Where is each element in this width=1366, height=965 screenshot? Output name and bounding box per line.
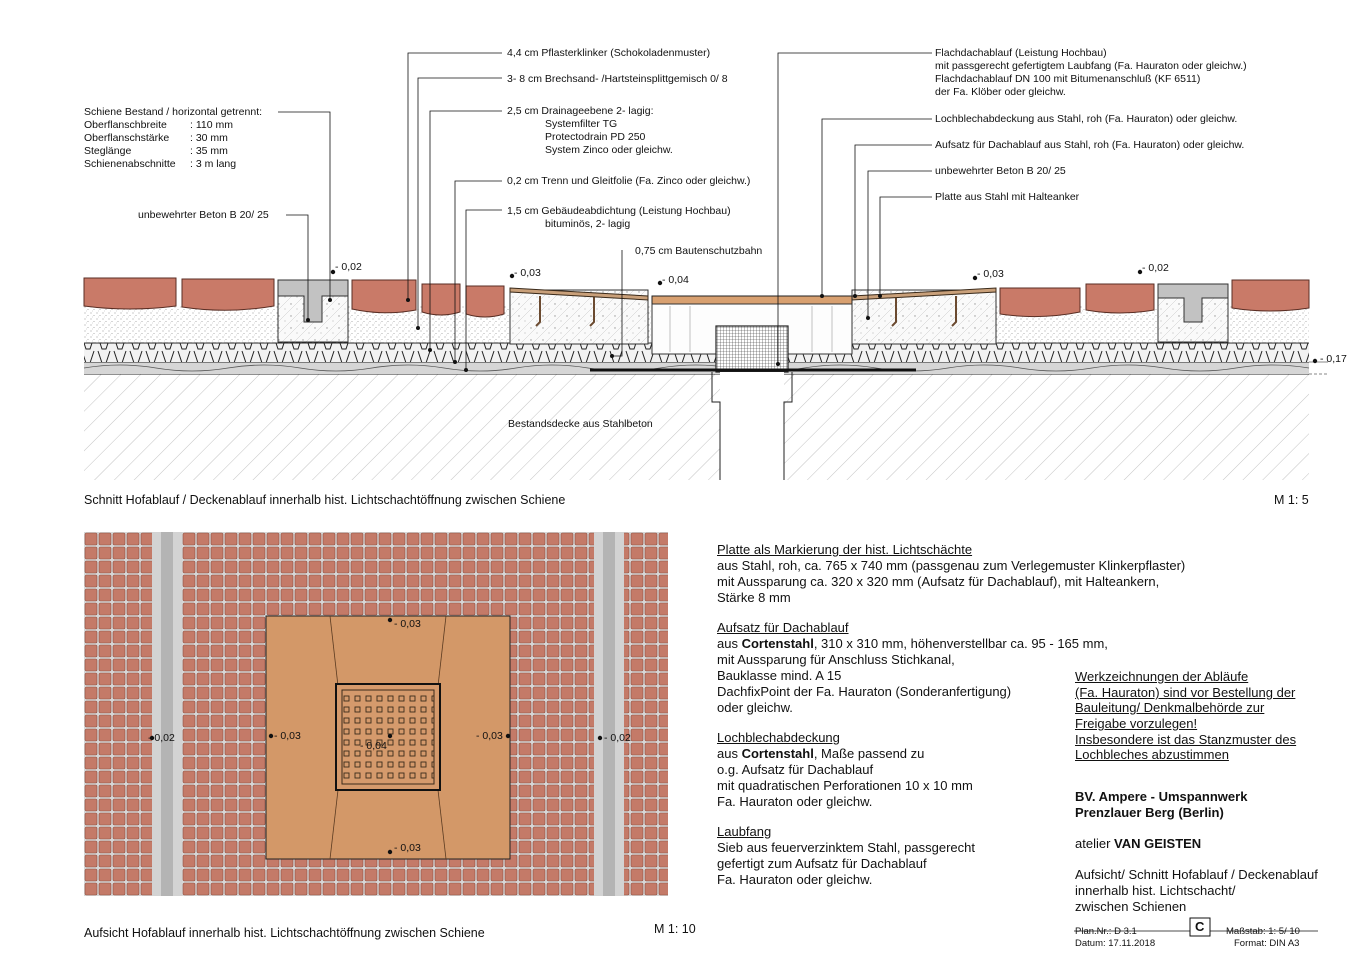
rail-info-title: Schiene Bestand / horizontal getrennt: <box>84 106 263 118</box>
level-label: - 0,03 <box>514 267 541 279</box>
concrete-slab <box>84 374 1309 480</box>
label-sand: 3- 8 cm Brechsand- /Hartsteinsplittgemisch 0/ 8 <box>507 73 728 85</box>
plan-level-label: - 0,04 <box>360 740 387 752</box>
slab-label: Bestandsdecke aus Stahlbeton <box>508 418 653 430</box>
note-line: Fa. Hauraton oder gleichw. <box>717 872 873 887</box>
warning-line: Werkzeichnungen der Abläufe <box>1075 669 1249 684</box>
label-drain-1: 2,5 cm Drainageebene 2- lagig: <box>507 105 654 117</box>
rail-left <box>278 280 348 342</box>
rail-info-key: Schienenabschnitte <box>84 158 176 170</box>
level-label: - 0,04 <box>662 274 689 286</box>
rail-right <box>1158 284 1228 342</box>
label-flat-drain-3: Flachdachablauf DN 100 mit Bitumenanschluß (KF 6511) <box>935 73 1201 85</box>
rail-info-value: : 30 mm <box>190 132 228 144</box>
warning-line: Insbesondere ist das Stanzmuster des <box>1075 732 1297 747</box>
note-line: o.g. Aufsatz für Dachablauf <box>717 762 874 777</box>
note-line <box>717 746 924 762</box>
plan-scale-info: Maßstab: 1: 5/ 10 <box>1226 926 1300 937</box>
note-cover-title: Lochblechabdeckung <box>717 730 840 745</box>
note-line: DachfixPoint der Fa. Hauraton (Sonderanfertigung) <box>717 684 1012 699</box>
note-line: Bauklasse mind. A 15 <box>717 668 842 683</box>
plan-level-label: - 0,02 <box>148 732 175 744</box>
project-name: BV. Ampere - Umspannwerk <box>1075 789 1248 804</box>
note-text: aus <box>717 636 742 651</box>
note-line: oder gleichw. <box>717 700 793 715</box>
drain-pipe-void <box>720 372 784 480</box>
plan-level-label: - 0,03 <box>394 842 421 854</box>
note-top-title: Aufsatz für Dachablauf <box>717 620 849 635</box>
plan-level-label: - 0,03 <box>394 618 421 630</box>
perforated-cover-plan <box>342 690 434 784</box>
label-concrete-right: unbewehrter Beton B 20/ 25 <box>935 165 1066 177</box>
plan-format: Format: DIN A3 <box>1234 938 1300 949</box>
sealing-layer <box>84 362 1309 374</box>
rail-plan-left-flange <box>161 532 173 896</box>
rail-plan-right-flange <box>603 532 615 896</box>
note-line: mit quadratischen Perforationen 10 x 10 mm <box>717 778 973 793</box>
label-plate: Platte aus Stahl mit Halteanker <box>935 191 1080 203</box>
note-text: aus <box>717 746 742 761</box>
plan-level-label: - 0,02 <box>604 732 631 744</box>
project-location: Prenzlauer Berg (Berlin) <box>1075 805 1224 820</box>
note-line: mit Aussparung ca. 320 x 320 mm (Aufsatz für Dachablauf), mit Halteankern, <box>717 574 1160 589</box>
plan-number: Plan.Nr.: D 3.1 <box>1075 926 1137 937</box>
section-scale: M 1: 5 <box>1274 493 1309 507</box>
label-concrete-left: unbewehrter Beton B 20/ 25 <box>138 209 269 221</box>
note-line: Fa. Hauraton oder gleichw. <box>717 794 873 809</box>
plan-date: Datum: 17.11.2018 <box>1075 938 1156 949</box>
sheet-description: zwischen Schienen <box>1075 899 1187 914</box>
note-text: , Maße passend zu <box>813 746 925 761</box>
note-text: , 310 x 310 mm, höhenverstellbar ca. 95 - 165 mm, <box>813 636 1108 651</box>
note-line: gefertigt zum Aufsatz für Dachablauf <box>717 856 927 871</box>
plan-level-label: - 0,03 <box>476 730 503 742</box>
rail-info-value: : 3 m lang <box>190 158 237 170</box>
rail-info-value: : 35 mm <box>190 145 228 157</box>
rail-info-value: : 110 mm <box>190 119 233 131</box>
office-name <box>1075 836 1201 852</box>
plan-caption: Aufsicht Hofablauf innerhalb hist. Lichtschachtöffnung zwischen Schiene <box>84 926 485 940</box>
note-bold: Cortenstahl <box>741 746 814 761</box>
warning-line: Lochbleches abzustimmen <box>1075 747 1229 762</box>
section-caption: Schnitt Hofablauf / Deckenablauf innerhalb hist. Lichtschachtöffnung zwischen Schiene <box>84 493 566 507</box>
label-cover: Lochblechabdeckung aus Stahl, roh (Fa. Hauraton) oder gleichw. <box>935 113 1238 125</box>
note-line: Sieb aus feuerverzinktem Stahl, passgerecht <box>717 840 975 855</box>
level-label: - 0,02 <box>335 261 362 273</box>
label-top: Aufsatz für Dachablauf aus Stahl, roh (Fa. Hauraton) oder gleichw. <box>935 139 1245 151</box>
note-bold: Cortenstahl <box>741 636 814 651</box>
label-protect: 0,75 cm Bautenschutzbahn <box>635 245 763 257</box>
label-drain-3: Protectodrain PD 250 <box>545 131 646 143</box>
label-paver: 4,4 cm Pflasterklinker (Schokoladenmuster) <box>507 47 711 59</box>
rail-info-key: Oberflanschstärke <box>84 132 170 144</box>
note-line: aus Stahl, roh, ca. 765 x 740 mm (passgenau zum Verlegemuster Klinkerpflaster) <box>717 558 1186 573</box>
sheet-description: Aufsicht/ Schnitt Hofablauf / Deckenablauf <box>1075 867 1318 882</box>
label-drain-2: Systemfilter TG <box>545 118 618 130</box>
note-plate-title: Platte als Markierung der hist. Lichtschächte <box>717 542 973 557</box>
rail-info-key: Steglänge <box>84 145 132 157</box>
warning-line: (Fa. Hauraton) sind vor Bestellung der <box>1075 685 1296 700</box>
plan-scale: M 1: 10 <box>654 922 696 936</box>
label-flat-drain-2: mit passgerecht gefertigtem Laubfang (Fa. Hauraton oder gleichw.) <box>935 60 1247 72</box>
office-bold: VAN GEISTEN <box>1114 836 1202 851</box>
revision-letter: C <box>1195 919 1205 934</box>
note-line <box>717 636 1108 652</box>
note-catch-title: Laubfang <box>717 824 772 839</box>
label-seal-1: 1,5 cm Gebäudeabdichtung (Leistung Hochbau) <box>507 205 731 217</box>
level-label: - 0,02 <box>1142 262 1169 274</box>
section-drawing <box>84 270 1328 480</box>
rail-info-key: Oberflanschbreite <box>84 119 167 131</box>
plan-drawing <box>84 532 668 896</box>
label-seal-2: bituminös, 2- lagig <box>545 218 631 230</box>
label-foil: 0,2 cm Trenn und Gleitfolie (Fa. Zinco oder gleichw.) <box>507 175 751 187</box>
plan-level-label: - 0,03 <box>274 730 301 742</box>
note-line: Stärke 8 mm <box>717 590 791 605</box>
note-line: mit Aussparung für Anschluss Stichkanal, <box>717 652 955 667</box>
level-label: - 0,03 <box>977 268 1004 280</box>
label-flat-drain-4: der Fa. Klöber oder gleichw. <box>935 86 1066 98</box>
sheet-description: innerhalb hist. Lichtschacht/ <box>1075 883 1236 898</box>
level-label: - 0,17 <box>1320 353 1347 365</box>
label-drain-4: System Zinco oder gleichw. <box>545 144 673 156</box>
office-prefix: atelier <box>1075 836 1115 851</box>
warning-line: Freigabe vorzulegen! <box>1075 716 1198 731</box>
warning-line: Bauleitung/ Denkmalbehörde zur <box>1075 700 1265 715</box>
label-flat-drain-1: Flachdachablauf (Leistung Hochbau) <box>935 47 1107 59</box>
